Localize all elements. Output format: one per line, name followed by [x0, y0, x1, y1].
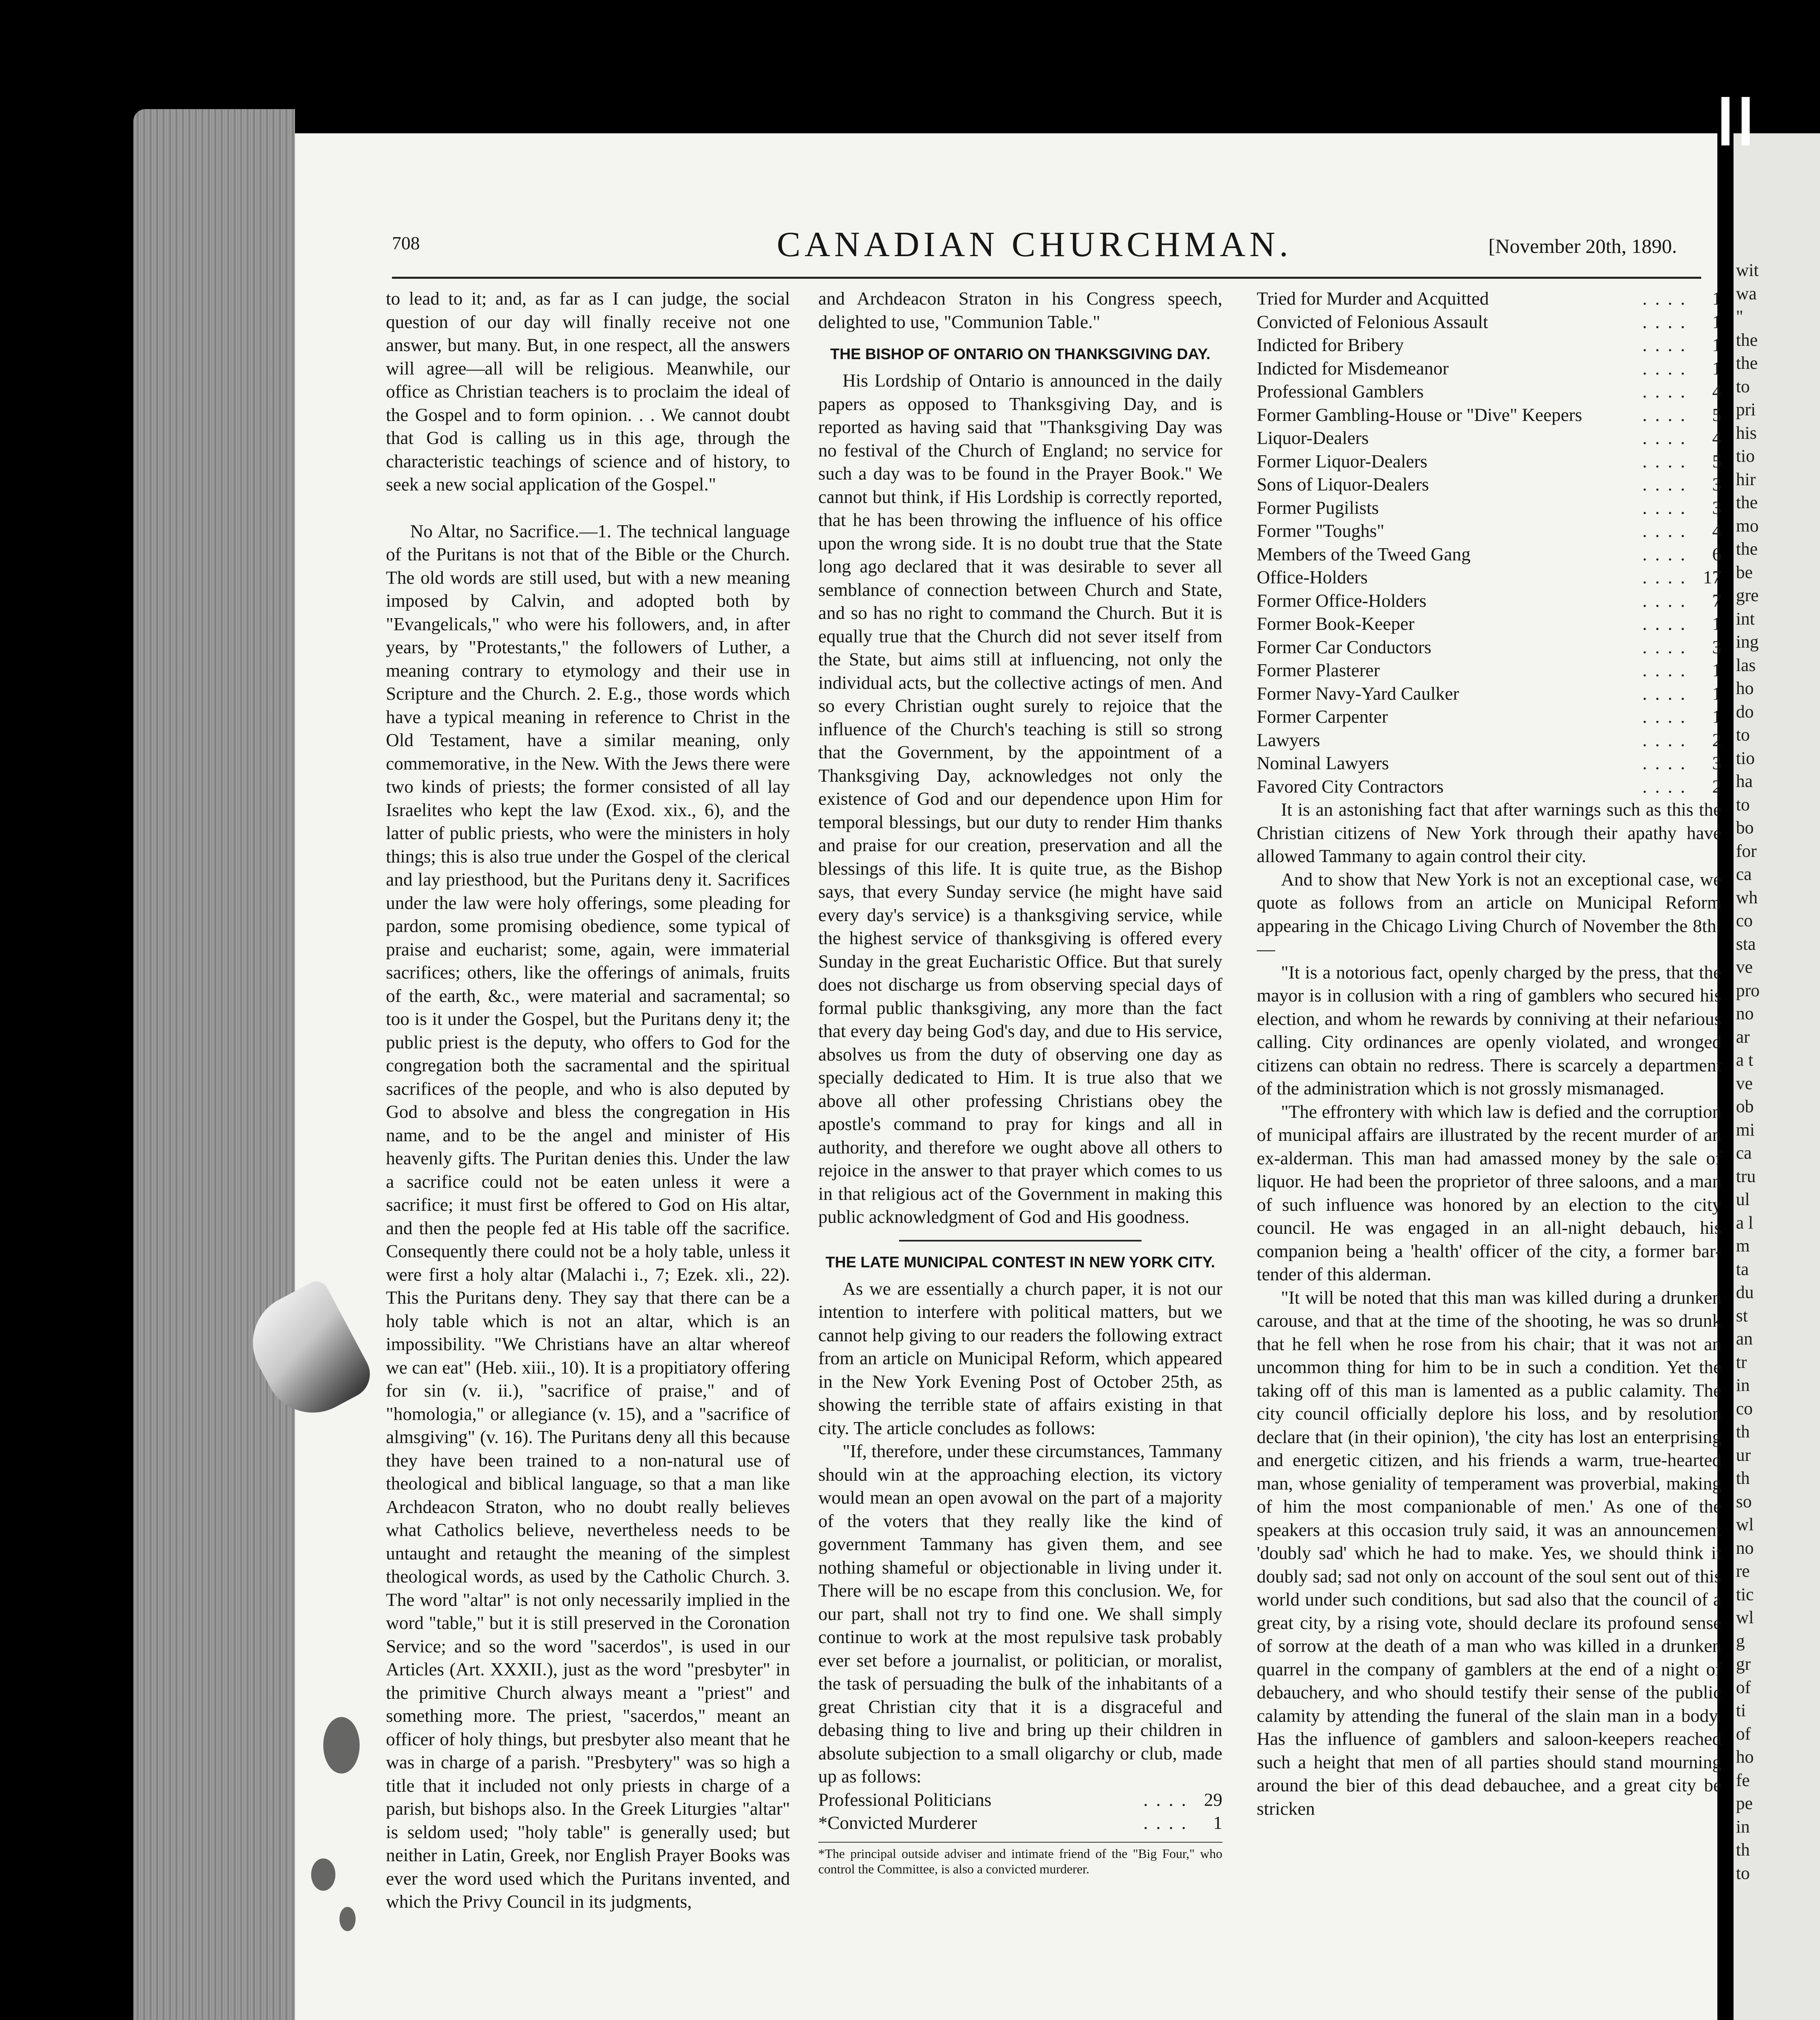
facing-page-fragment-line: so [1736, 1491, 1752, 1511]
table-row: Former Plasterer .... 1 [1257, 659, 1721, 682]
table-row-label: Sons of Liquor-Dealers [1257, 474, 1429, 494]
table-row-label: Nominal Lawyers [1257, 753, 1389, 773]
table-row-count: 4 [1712, 381, 1721, 402]
table-row: Indicted for Misdemeanor .... 1 [1257, 357, 1721, 380]
facing-page-fragment-line: no [1736, 1004, 1754, 1023]
facing-page-fragment-line: tio [1736, 446, 1755, 466]
facing-page-fragment-line: no [1736, 1538, 1754, 1558]
table-row-count: 1 [1213, 1812, 1222, 1833]
table-row-count: 3 [1712, 636, 1721, 657]
table-row-count: 4 [1712, 427, 1721, 448]
facing-page-fragment-line: ul [1736, 1189, 1750, 1209]
facing-page-fragment-line: ing [1736, 632, 1759, 652]
journal-title: CANADIAN CHURCHMAN. [777, 225, 1292, 264]
table-row-label: Former Plasterer [1257, 660, 1380, 680]
newspaper-page [295, 133, 1721, 2020]
column-2-intro: and Archdeacon Straton in his Congress speech, delighted to use, "Communion Table." [818, 288, 1222, 332]
facing-page-fragment-line: " [1736, 307, 1743, 326]
table-row: Former Car Conductors .... 3 [1257, 635, 1721, 659]
table-row-label: Indicted for Misdemeanor [1257, 358, 1449, 379]
facing-page-fragment-line: las [1736, 655, 1756, 675]
table-row-count: 1 [1712, 288, 1721, 309]
facing-page-fragment-line: ar [1736, 1027, 1750, 1047]
table-row-count: 1 [1712, 683, 1721, 704]
table-row: Liquor-Dealers .... 4 [1257, 426, 1721, 450]
facing-page-fragment-line: gre [1736, 585, 1759, 605]
table-row: Former Office-Holders .... 7 [1257, 589, 1721, 612]
facing-page-fragment-line: of [1736, 1677, 1751, 1697]
facing-page-fragment-line: hir [1736, 469, 1756, 489]
facing-page-fragment-line: ur [1736, 1445, 1751, 1465]
table-row: Nominal Lawyers .... 3 [1257, 751, 1721, 775]
page-header [392, 224, 1677, 273]
table-row-count: 7 [1712, 590, 1721, 611]
page-number: 708 [392, 233, 420, 253]
article-heading-municipal-contest: THE LATE MUNICIPAL CONTEST IN NEW YORK CITY. [825, 1254, 1215, 1271]
article-heading-thanksgiving: THE BISHOP OF ONTARIO ON THANKSGIVING DAY. [830, 346, 1211, 363]
facing-page-fragment-line: ho [1736, 678, 1754, 698]
facing-page-text [1736, 259, 1817, 1885]
column-3-paragraph-3: "It is a notorious fact, openly charged by the press, that the mayor is in collusion with a ring of gamblers who secured his election, and whom he rewards by conniving at their nefarious calling. City ordinances are openly violated, and wronged citizens can obtain no redress. There is scarcely a department of the administration which is not grossly mismanaged. [1257, 962, 1721, 1098]
table-row: Favored City Contractors .... 2 [1257, 775, 1721, 798]
facing-page-fragment-line: ti [1736, 1700, 1746, 1720]
table-row-label: Favored City Contractors [1257, 776, 1444, 797]
table-row-label: Former Navy-Yard Caulker [1257, 683, 1459, 704]
facing-page-fragment-line: wh [1736, 887, 1758, 907]
facing-page-fragment-line: ho [1736, 1747, 1754, 1767]
facing-page-fragment-line: ve [1736, 957, 1753, 977]
facing-page-fragment-line: the [1736, 492, 1758, 512]
facing-page-fragment-line: du [1736, 1282, 1754, 1302]
footnote: *The principal outside adviser and intimate friend of the "Big Four," who control the Committee, is also a convicted murderer. [818, 1842, 1222, 1877]
facing-page-fragment-line: the [1736, 353, 1758, 373]
facing-page-fragment-line: bo [1736, 818, 1754, 837]
table-row: Former Pugilists .... 3 [1257, 496, 1721, 520]
column-3-paragraph-5: "It will be noted that this man was killed during a drunken carouse, and that at the time of the shooting, he was so drunk that he fell when he rose from his chair; that it was not an uncommon thing for him to be in such a condition. Yet the taking off of this man is lamented as a public calamity. The city council officially deplore his loss, and by resolution declare that (in their opinion), 'the city has lost an enterprising and energetic citizen, and his friends a warm, true-hearted man, whose geniality of temperament was proverbial, making of him the most companionable of men.' As one of the speakers at this occasion truly said, it was an announcement 'doubly sad' which he had to make. Yes, we should think it doubly sad; sad not only on account of the soul sent out of this world under such conditions, but sad also that the council of a great city, by a rising vote, should declare its profound sense of sorrow at the death of a man who was killed in a drunken quarrel in the company of gamblers at the end of a night of debauchery, and who should testify their sense of the public calamity by attending the funeral of the slain man in a body. Has the influence of gamblers and saloon-keepers reached such a height that men of all parties should stand mourning around the bier of this dead debauchee, and a great city be stricken [1257, 1287, 1721, 1819]
table-row-label: Indicted for Bribery [1257, 335, 1404, 355]
facing-page-fragment-line: to [1736, 794, 1750, 814]
table-row-count: 1 [1712, 311, 1721, 332]
facing-page-fragment-line: tru [1736, 1166, 1756, 1186]
facing-page-fragment-line: pro [1736, 980, 1760, 1000]
table-row: Convicted of Felonious Assault .... 1 [1257, 310, 1721, 334]
facing-page-fragment-line: in [1736, 1816, 1750, 1837]
table-row-label: Members of the Tweed Gang [1257, 543, 1471, 564]
article-municipal-intro: As we are essentially a church paper, it is not our intention to interfere with political matters, but we cannot help giving to our readers the following extract from an article on Municipal Reform, which appeared in the New York Evening Post of October 25th, as showing the terrible state of affairs existing in that city. The article concludes as follows: [818, 1278, 1222, 1438]
table-row-count: 3 [1712, 474, 1721, 494]
facing-page-fragment-line: the [1736, 539, 1758, 559]
facing-page-fragment-line: co [1736, 1398, 1753, 1418]
facing-page-fragment-line: th [1736, 1422, 1750, 1441]
ink-stain [339, 1907, 356, 1931]
facing-page-fragment [1734, 133, 1820, 2020]
table-row-count: 2 [1712, 729, 1721, 750]
facing-page-fragment-line: pe [1736, 1793, 1753, 1813]
table-row: Professional Gamblers .... 4 [1257, 380, 1721, 403]
facing-page-fragment-line: ha [1736, 771, 1753, 791]
table-row: Former Navy-Yard Caulker .... 1 [1257, 682, 1721, 705]
table-row-label: Lawyers [1257, 729, 1320, 750]
table-row-label: Former Pugilists [1257, 497, 1379, 518]
column-1-paragraph-2: No Altar, no Sacrifice.—1. The technical language of the Puritans is not that of the Bible or the Church. The old words are still used, but with a new meaning imposed by Calvin, and adopted both by "Evangelicals," who were his followers, and, in after years, by "Protestants," the followers of Luther, a meaning contrary to etymology and their use in Scripture and the Church. 2. E.g., those words which have a typical meaning in reference to Christ in the Old Testament, have a similar meaning, only commemorative, in the New. With the Jews there were two kinds of priests; the former consisted of all lay Israelites who kept the law (Exod. xix., 6), and the latter of public priests, who were the ministers in holy things; this is also true under the Gospel of the clerical and lay priesthood, but the Puritans deny it. Sacrifices under the law were holy offerings, some pleading for pardon, some promising obedience, some typical of praise and eucharist; some, again, were immaterial sacrifices; others, like the offerings of animals, fruits of the earth, &c., were material and sacramental; so too is it under the Gospel, but the Puritans deny it; the public priest is the deputy, who offers to God for the congregation both the sacramental and the spiritual sacrifices of the people, and who is also deputed by God to absolve and bless the congregation in His name, and to be the angel and minister of His heavenly gifts. The Puritan denies this. Under the law a sacrifice could not be eaten unless it were a sacrifice; it must first be offered to God on His altar, and then the people fed at His table off the sacrifice. Consequently there could not be a holy table, unless it were first a holy altar (Malachi i., 7; Ezek. xli., 22). This the Puritans deny. They say that there can be a holy table which is not an altar, which is an impossibility. "We Christians have an altar whereof we can eat" (Heb. xiii., 10). It is a propitiatory offering for sin (v. ii.), "sacrifice of praise," and of "homologia," or allegiance (v. 15), and a "sacrifice of almsgiving" (v. 16). The Puritans deny all this because they have been trained to a non-natural use of theological and biblical language, so that a man like Archdeacon Straton, who no doubt really believes what Catholics believe, nevertheless needs to be untaught and retaught the meaning of the simplest theological words, as used by the Catholic Church. 3. The word "altar" is not only necessarily implied in the word "table," but it is still preserved in the Coronation Service; and so the word "sacerdos", is used in our Articles (Art. XXXII.), just as the word "presbyter" in the primitive Church always meant a "priest" and something more. The priest, "sacerdos," meant an officer of holy things, but presbyter also meant that he was in charge of a parish. "Presbytery" was so high a title that it included not only priests in charge of a parish, but bishops also. In the Greek Liturgies "altar" is seldom used; "holy table" is generally used; but neither in Latin, Greek, nor English Prayer Books was ever the word used which the Puritans invented, and which the Privy Council in its judgments, [386, 520, 790, 1912]
column-3-paragraph-2: And to show that New York is not an exceptional case, we quote as follows from an article on Municipal Reform appearing in the Chicago Living Church of November the 8th:— [1257, 869, 1721, 959]
table-row-count: 2 [1712, 776, 1721, 797]
book-page-edges [133, 109, 295, 2020]
facing-page-fragment-line: ca [1736, 1143, 1752, 1163]
facing-page-fragment-line: ta [1736, 1259, 1749, 1279]
table-row-count: 3 [1712, 753, 1721, 773]
table-row: Former "Toughs" .... 4 [1257, 519, 1721, 543]
facing-page-fragment-line: th [1736, 1468, 1750, 1488]
facing-page-fragment-line: wa [1736, 283, 1757, 303]
oligarchy-table-part-1 [818, 1788, 1222, 1835]
table-row-count: 6 [1712, 543, 1721, 564]
facing-page-fragment-line: tio [1736, 748, 1755, 768]
table-row: *Convicted Murderer .... 1 [818, 1811, 1222, 1835]
facing-page-fragment-line: in [1736, 1375, 1750, 1395]
facing-page-fragment-line: the [1736, 330, 1758, 350]
table-row: Former Gambling-House or "Dive" Keepers .... 5 [1257, 403, 1721, 427]
facing-page-fragment-line: g [1736, 1631, 1745, 1651]
facing-page-fragment-line: ob [1736, 1096, 1754, 1116]
table-row: Sons of Liquor-Dealers .... 3 [1257, 473, 1721, 496]
facing-page-fragment-line: do [1736, 701, 1754, 722]
facing-page-fragment-line: a l [1736, 1212, 1753, 1233]
table-row-count: 1 [1712, 613, 1721, 634]
facing-page-fragment-line: ve [1736, 1073, 1753, 1093]
facing-page-fragment-line: an [1736, 1329, 1753, 1349]
table-row-label: Former "Toughs" [1257, 520, 1384, 541]
table-row-label: *Convicted Murderer [818, 1812, 977, 1833]
facing-page-fragment-line: st [1736, 1305, 1748, 1326]
ink-stain [323, 1717, 360, 1774]
table-row-count: 1 [1712, 358, 1721, 379]
table-row-count: 3 [1712, 497, 1721, 518]
facing-page-fragment-line: tic [1736, 1584, 1754, 1604]
table-row-count: 17 [1703, 567, 1721, 587]
table-row-label: Former Gambling-House or "Dive" Keepers [1257, 404, 1582, 425]
facing-page-fragment-line: re [1736, 1561, 1750, 1581]
table-row-label: Convicted of Felonious Assault [1257, 311, 1488, 332]
table-row-label: Professional Gamblers [1257, 381, 1424, 402]
facing-page-fragment-line: to [1736, 1863, 1750, 1883]
facing-page-fragment-line: wit [1736, 260, 1759, 280]
table-row-label: Tried for Murder and Acquitted [1257, 288, 1489, 309]
column-3-paragraph-4: "The effrontery with which law is defied and the corruption of municipal affairs are illustrated by the recent murder of an ex-alderman. This man had amassed money by the sale of liquor. He had been the proprietor of three saloons, and a man of such influence was honored by an election to the city council. He was engaged in an all-night debauch, his companion being a 'health' officer of the city, a former bar-tender of this alderman. [1257, 1101, 1721, 1284]
facing-page-fragment-line: ca [1736, 864, 1752, 884]
facing-page-fragment-line: mo [1736, 516, 1759, 536]
table-row: Former Book-Keeper .... 1 [1257, 612, 1721, 635]
facing-page-fragment-line: of [1736, 1723, 1751, 1744]
facing-page-fragment-line: gr [1736, 1654, 1751, 1674]
facing-page-fragment-line: fe [1736, 1770, 1750, 1790]
facing-page-fragment-line: m [1736, 1236, 1750, 1256]
table-row: Tried for Murder and Acquitted .... 1 [1257, 287, 1721, 310]
facing-page-fragment-line: int [1736, 608, 1755, 629]
table-row-label: Professional Politicians [818, 1789, 992, 1810]
facing-page-fragment-line: to [1736, 376, 1750, 396]
table-row: Members of the Tweed Gang .... 6 [1257, 543, 1721, 566]
table-row: Former Liquor-Dealers .... 5 [1257, 450, 1721, 473]
table-row-label: Office-Holders [1257, 567, 1368, 587]
table-row-count: 1 [1712, 335, 1721, 355]
column-3 [1257, 287, 1721, 2020]
table-row-label: Former Liquor-Dealers [1257, 450, 1428, 471]
table-row: Indicted for Bribery .... 1 [1257, 333, 1721, 357]
column-2 [818, 287, 1222, 2020]
article-separator [899, 1240, 1142, 1241]
facing-page-fragment-line: wl [1736, 1515, 1754, 1534]
table-row-count: 4 [1712, 520, 1721, 541]
facing-page-fragment-line: mi [1736, 1119, 1755, 1140]
facing-page-fragment-line: pri [1736, 400, 1756, 419]
table-row-count: 1 [1712, 706, 1721, 727]
facing-page-fragment-line: sta [1736, 934, 1756, 954]
table-row-label: Former Office-Holders [1257, 590, 1426, 611]
table-row-label: Former Book-Keeper [1257, 613, 1415, 634]
table-row: Office-Holders .... 17 [1257, 566, 1721, 589]
table-row: Professional Politicians .... 29 [818, 1788, 1222, 1812]
table-row: Former Carpenter .... 1 [1257, 705, 1721, 728]
article-thanksgiving-body: His Lordship of Ontario is announced in the daily papers as opposed to Thanksgiving Day, and is reported as having said that "Thanksgiving Day was no festival of the Church of England; no service for such a day was to be found in the Prayer Book." We cannot but think, if His Lordship is correctly reported, that he has been throwing the influence of his office upon the wrong side. It is no doubt true that the State long ago declared that it was desirable to sever all semblance of connection between Church and State, and so has no right to command the Church. But it is equally true that the Church did not sever itself from the State, but aims still at influencing, not only the individual acts, but the collective actings of men. And so every Christian ought surely to rejoice that the influence of the Church's teaching is still so strong that the Government, by the appointment of a Thanksgiving Day, acknowledges not only the existence of God and our dependence upon Him for temporal blessings, but our duty to render Him thanks and praise for our creation, preservation and all the blessings of this life. It is quite true, as the Bishop says, that every Sunday service (he might have said every day's service) is a thanksgiving service, while the highest service of thanksgiving is offered every Sunday in the great Eucharistic Office. But that surely does not discharge us from observing special days of formal public thanksgiving, any more than the fact that every day being God's day, and due to His service, absolves us from the duty of observing one day as specially dedicated to Him. It is true also that we above all other professing Christians obey the apostle's command to pray for kings and all in authority, and therefore we ought above all others to rejoice in the answer to that prayer which comes to us in that religious act of the Government in making this public acknowledgment of God and His goodness. [818, 370, 1222, 1227]
table-row-label: Liquor-Dealers [1257, 427, 1369, 448]
facing-page-fragment-line: th [1736, 1840, 1750, 1860]
table-row-count: 1 [1712, 660, 1721, 680]
issue-date: [November 20th, 1890. [1488, 235, 1677, 257]
facing-page-fragment-line: be [1736, 562, 1753, 582]
facing-page-fragment-line: tr [1736, 1352, 1747, 1372]
facing-page-fragment-line: co [1736, 911, 1753, 930]
facing-page-fragment-line: his [1736, 423, 1757, 443]
facing-page-fragment-line: for [1736, 841, 1757, 861]
table-row-label: Former Car Conductors [1257, 636, 1432, 657]
facing-page-fragment-line: to [1736, 725, 1750, 745]
column-1 [386, 287, 790, 2020]
column-1-paragraph-1: to lead to it; and, as far as I can judge, the social question of our day will finally receive not one answer, but many. But, in one respect, all the answers will agree—all will be religious. Meanwhile, our office as Christian teachers is to proclaim the ideal of the Gospel and to form opinion. . . We cannot doubt that God is calling us in this age, through the characteristic teachings of science and of history, to seek a new social application of the Gospel." [386, 288, 790, 494]
registration-mark [1721, 97, 1729, 145]
registration-mark [1742, 97, 1750, 145]
table-row-label: Former Carpenter [1257, 706, 1388, 727]
oligarchy-table-part-2 [1257, 287, 1721, 798]
table-row: Lawyers .... 2 [1257, 728, 1721, 752]
article-municipal-quote: "If, therefore, under these circumstances, Tammany should win at the approaching election, its victory would mean an open avowal on the part of a majority of the voters that they really like the kind of government Tammany has given them, and see nothing shameful or objectionable in living under it. There will be no escape from this conclusion. We, for our part, shall not try to find one. We shall simply continue to work at the most repulsive task probably ever set before a journalist, or politician, or moralist, the task of persuading the bulk of the inhabitants of a great Christian city that it is a disgraceful and debasing thing to live and bring up their children in absolute subjection to a small oligarchy or club, made up as follows: [818, 1441, 1222, 1786]
ink-stain [311, 1858, 335, 1891]
facing-page-fragment-line: a t [1736, 1050, 1753, 1070]
table-row-count: 5 [1712, 450, 1721, 471]
column-3-paragraph-1: It is an astonishing fact that after warnings such as this the Christian citizens of New York through their apathy have allowed Tammany to again control their city. [1257, 799, 1721, 866]
facing-page-fragment-line: wl [1736, 1608, 1754, 1627]
header-rule [392, 277, 1701, 279]
table-row-count: 29 [1204, 1789, 1222, 1810]
table-row-count: 5 [1712, 404, 1721, 425]
